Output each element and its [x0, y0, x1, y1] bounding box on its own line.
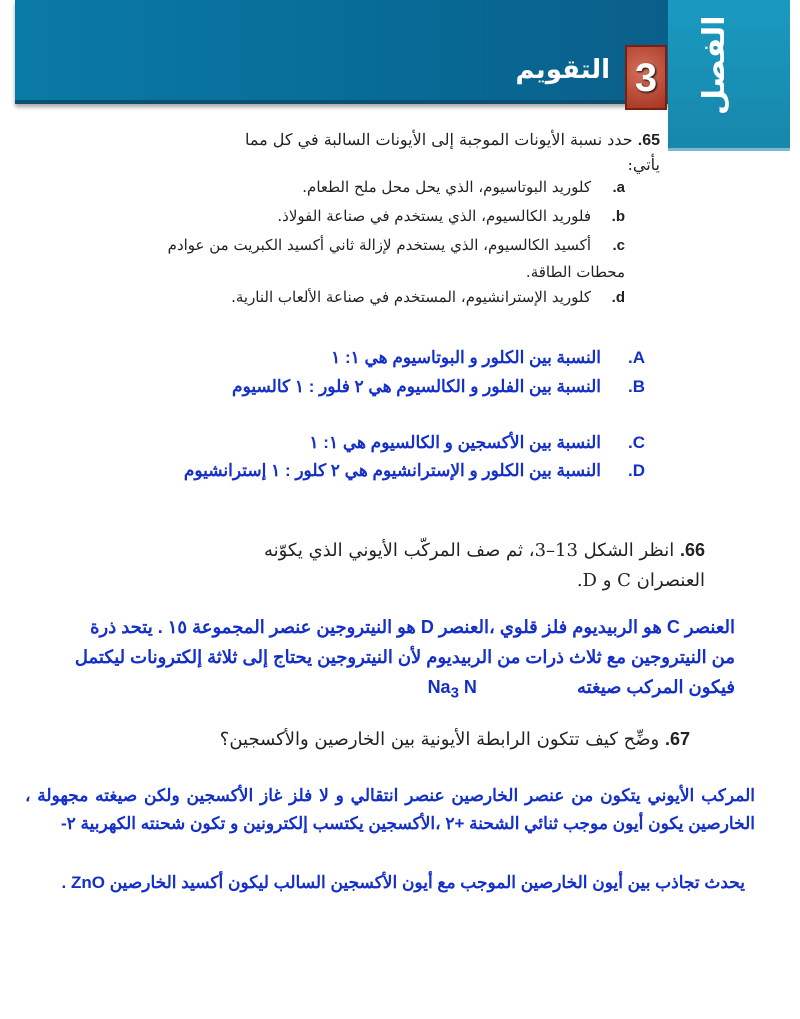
- chapter-number-badge: 3: [625, 45, 667, 110]
- question-number: 65.: [637, 132, 660, 149]
- answer-text: العنصر C هو الربيديوم فلز قلوي ،العنصر D هو النيتروجين عنصر المجموعة ١٥ . يتحد ذرة من النيتروجين مع ثلاث ذرات من الربيديوم لأن النيتروجين يحتاج إلى ثلاثة إلكترونات ليكتمل فيكون المركب صيغته: [74, 617, 735, 697]
- option-a: [165, 174, 625, 201]
- answer-text: النسبة بين الكلور و الإسترانشيوم هي ٢ كلور : ١ إسترانشيوم: [183, 461, 601, 480]
- option-d: [165, 284, 625, 311]
- option-text: كلوريد البوتاسيوم، الذي يحل محل ملح الطعام.: [302, 178, 591, 196]
- answer-67-part2: يحدث تجاذب بين أيون الخارصين الموجب مع أيون الأكسجين السالب ليكون أكسيد الخارصين ZnO .: [61, 873, 745, 892]
- answer-text: النسبة بين الفلور و الكالسيوم هي ٢ فلور : ١ كالسيوم: [232, 377, 601, 396]
- chapter-word: الفصل: [697, 15, 732, 115]
- answer-b: [160, 374, 645, 400]
- answer-letter: D.: [627, 461, 645, 480]
- chapter-header-band: [15, 0, 670, 104]
- option-text: فلوريد الكالسيوم، الذي يستخدم في صناعة الفولاذ.: [277, 207, 591, 225]
- answer-text: النسبة بين الأكسجين و الكالسيوم هي ١: ١: [309, 433, 601, 452]
- answer-d: [180, 458, 645, 484]
- option-text: كلوريد الإسترانشيوم، المستخدم في صناعة الألعاب النارية.: [231, 288, 591, 306]
- formula-subscript: 3: [450, 684, 459, 702]
- answer-66: [70, 612, 735, 709]
- question-66: [255, 535, 705, 596]
- answer-letter: A.: [627, 348, 645, 367]
- question-65: [215, 128, 660, 177]
- question-text: حدد نسبة الأيونات الموجبة إلى الأيونات السالبة في كل مما يأتي:: [245, 130, 660, 174]
- question-text: انظر الشكل 13–3، ثم صف المركّب الأيوني الذي يكوّنه العنصران C و D.: [263, 540, 705, 591]
- option-letter: c.: [612, 237, 625, 254]
- answer-c: [160, 430, 645, 456]
- chemical-formula: [427, 677, 477, 702]
- answer-letter: C.: [627, 433, 645, 452]
- option-letter: a.: [612, 179, 625, 196]
- answer-text: النسبة بين الكلور و البوتاسيوم هي ١: ١: [331, 348, 601, 367]
- answer-67-part1: المركب الأيوني يتكون من عنصر الخارصين عنصر انتقالي و لا فلز غاز الأكسجين ولكن صيغته مجهولة ، الخارصين يكون أيون موجب ثنائي الشحنة ‎+٢‎ ،الأكسجين يكتسب إلكترونين و تكون شحنته الكهربية ٢-: [25, 786, 755, 833]
- section-title: التقويم: [515, 55, 610, 85]
- question-text: وضِّح كيف تتكون الرابطة الأيونية بين الخارصين والأكسجين؟: [219, 729, 660, 750]
- option-b: [165, 203, 625, 230]
- option-letter: b.: [611, 208, 625, 225]
- question-67: [215, 724, 690, 755]
- formula-element: Na: [427, 677, 451, 697]
- question-number: 67.: [664, 729, 690, 749]
- answer-letter: B.: [627, 377, 645, 396]
- option-letter: d.: [611, 289, 625, 306]
- formula-element: N: [458, 677, 477, 697]
- option-c: [165, 232, 625, 285]
- question-number: 66.: [679, 540, 705, 560]
- answer-a: [170, 345, 645, 371]
- option-text: أكسيد الكالسيوم، الذي يستخدم لإزالة ثاني أكسيد الكبريت من عوادم محطات الطاقة.: [167, 236, 625, 281]
